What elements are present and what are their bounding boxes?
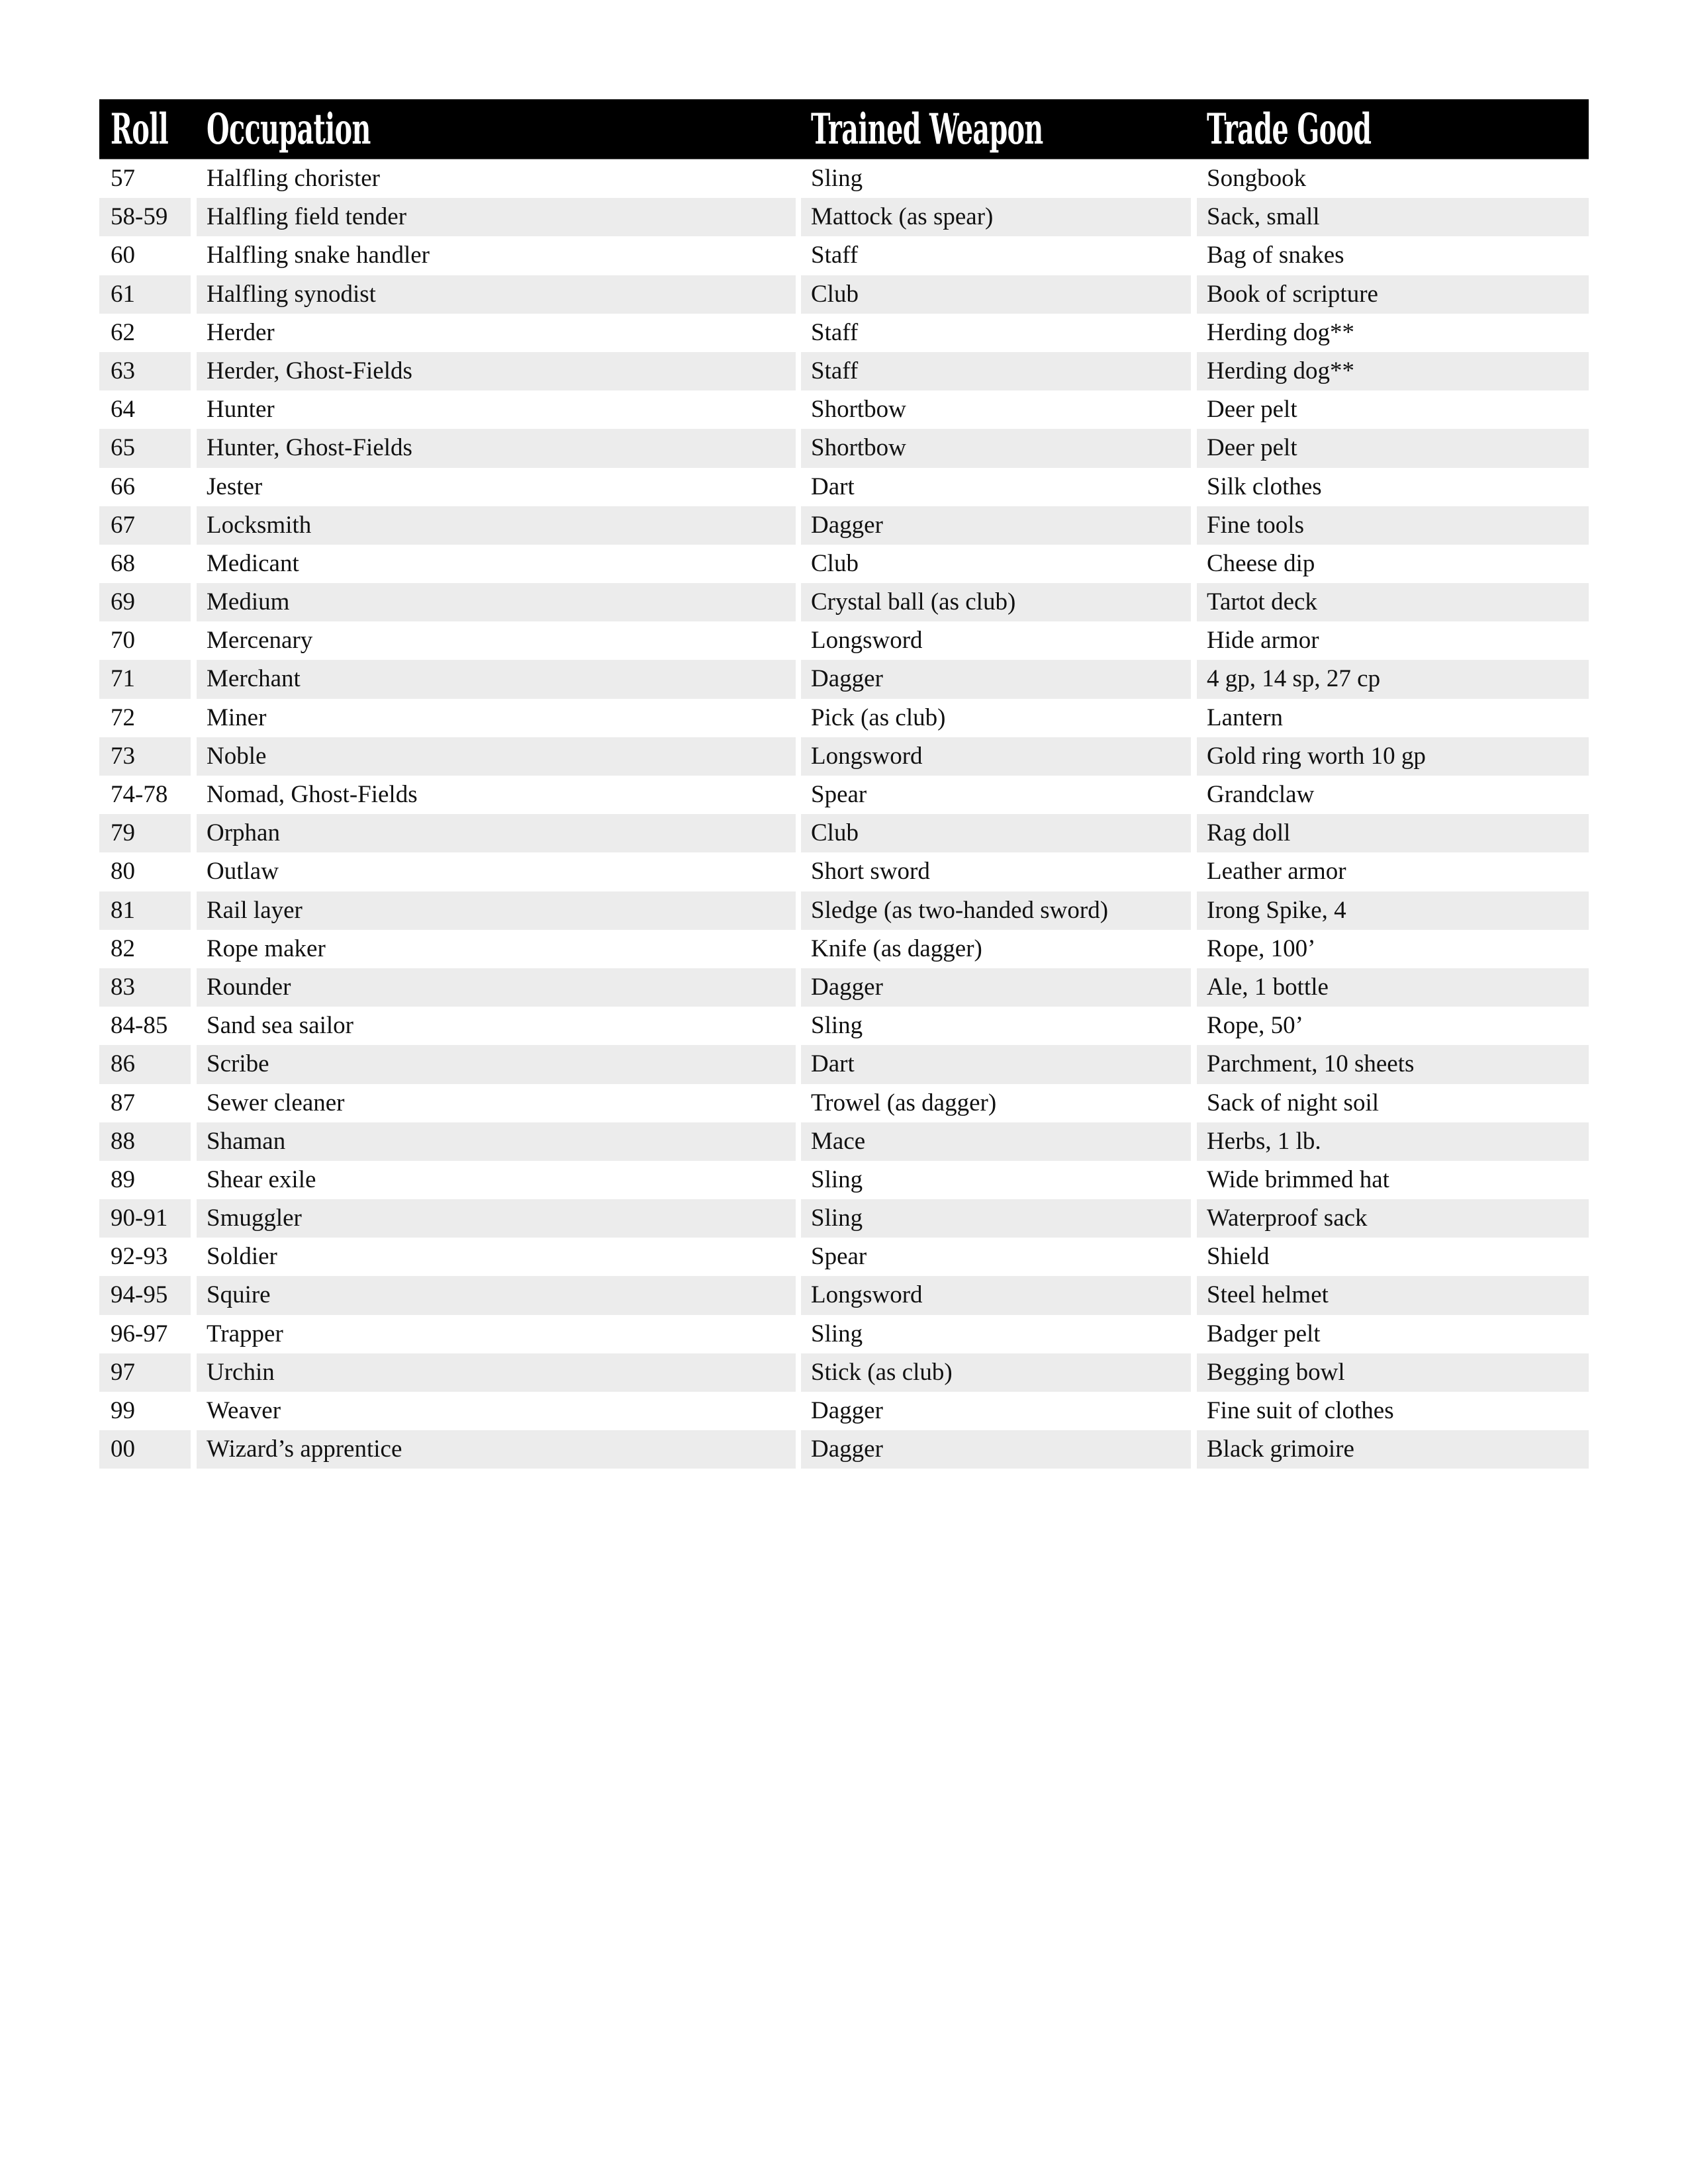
table-row: [99, 1199, 1589, 1238]
header-roll: Roll: [111, 105, 169, 154]
trade-good-cell: Steel helmet: [1197, 1276, 1589, 1314]
weapon-cell: Longsword: [811, 627, 923, 655]
weapon-cell: Trowel (as dagger): [811, 1089, 997, 1116]
table-row: [99, 660, 1589, 698]
weapon-cell: Dagger: [801, 660, 1191, 698]
roll-cell: 90-91: [99, 1199, 191, 1238]
roll-cell: 73: [99, 737, 191, 776]
table-row: [99, 545, 1589, 583]
occupation-cell: Halfling snake handler: [207, 242, 430, 269]
table-body: [99, 159, 1589, 1469]
roll-cell: 57: [111, 165, 135, 192]
occupation-cell: Rounder: [197, 968, 796, 1007]
weapon-cell: Sling: [811, 1320, 863, 1347]
table-row: [99, 1045, 1589, 1083]
occupation-table: [99, 99, 1589, 1469]
table-row: [99, 468, 1589, 506]
weapon-cell: Sling: [811, 1165, 863, 1193]
trade-good-cell: Wide brimmed hat: [1207, 1165, 1389, 1193]
occupation-cell: Scribe: [197, 1045, 796, 1083]
occupation-cell: Halfling chorister: [207, 165, 380, 192]
occupation-cell: Sewer cleaner: [207, 1089, 345, 1116]
roll-cell: 65: [99, 429, 191, 467]
weapon-cell: Staff: [811, 318, 859, 346]
occupation-cell: Orphan: [197, 814, 796, 852]
weapon-cell: Club: [801, 814, 1191, 852]
trade-good-cell: Sack of night soil: [1207, 1089, 1380, 1116]
weapon-cell: Crystal ball (as club): [801, 583, 1191, 621]
table-row: [99, 159, 1589, 198]
occupation-cell: Herder, Ghost-Fields: [197, 352, 796, 390]
occupation-cell: Nomad, Ghost-Fields: [207, 781, 418, 808]
occupation-cell: Medium: [197, 583, 796, 621]
table-header: [99, 99, 1589, 159]
weapon-cell: Sling: [801, 1199, 1191, 1238]
roll-cell: 61: [99, 275, 191, 314]
roll-cell: 66: [111, 473, 135, 500]
weapon-cell: Stick (as club): [801, 1353, 1191, 1392]
weapon-cell: Spear: [811, 1243, 867, 1271]
roll-cell: 81: [99, 891, 191, 930]
table-row: [99, 814, 1589, 852]
trade-good-cell: Cheese dip: [1207, 549, 1315, 577]
weapon-cell: Club: [801, 275, 1191, 314]
table-row: [99, 352, 1589, 390]
roll-cell: 97: [99, 1353, 191, 1392]
table-row: [99, 429, 1589, 467]
roll-cell: 63: [99, 352, 191, 390]
occupation-cell: Trapper: [207, 1320, 283, 1347]
weapon-cell: Dagger: [801, 506, 1191, 545]
trade-good-cell: Silk clothes: [1207, 473, 1322, 500]
weapon-cell: Short sword: [811, 858, 930, 886]
weapon-cell: Knife (as dagger): [811, 934, 982, 962]
trade-good-cell: Hide armor: [1207, 627, 1319, 655]
occupation-cell: Noble: [197, 737, 796, 776]
roll-cell: 80: [111, 858, 135, 886]
roll-cell: 68: [111, 549, 135, 577]
roll-cell: 89: [111, 1165, 135, 1193]
trade-good-cell: Herding dog**: [1197, 352, 1589, 390]
table-row: [99, 621, 1589, 660]
occupation-cell: Locksmith: [197, 506, 796, 545]
trade-good-cell: Badger pelt: [1207, 1320, 1321, 1347]
trade-good-cell: Irong Spike, 4: [1197, 891, 1589, 930]
table-row: [99, 1084, 1589, 1122]
trade-good-cell: Book of scripture: [1197, 275, 1589, 314]
weapon-cell: Staff: [811, 242, 859, 269]
weapon-cell: Dart: [811, 473, 855, 500]
trade-good-cell: Deer pelt: [1197, 429, 1589, 467]
table-row: [99, 1276, 1589, 1314]
header-occupation: Occupation: [207, 105, 371, 154]
occupation-cell: Jester: [207, 473, 263, 500]
table-row: [99, 314, 1589, 352]
trade-good-cell: Leather armor: [1207, 858, 1346, 886]
roll-cell: 96-97: [111, 1320, 168, 1347]
occupation-cell: Wizard’s apprentice: [197, 1430, 796, 1469]
weapon-cell: Sling: [811, 165, 863, 192]
table-row: [99, 506, 1589, 545]
header-trained-weapon: Trained Weapon: [811, 105, 1043, 154]
roll-cell: 64: [111, 396, 135, 424]
weapon-cell: Shortbow: [811, 396, 906, 424]
trade-good-cell: Songbook: [1207, 165, 1307, 192]
trade-good-cell: Deer pelt: [1207, 396, 1297, 424]
table-row: [99, 852, 1589, 891]
table-row: [99, 776, 1589, 814]
trade-good-cell: Rag doll: [1197, 814, 1589, 852]
roll-cell: 86: [99, 1045, 191, 1083]
occupation-cell: Squire: [197, 1276, 796, 1314]
table-row: [99, 737, 1589, 776]
table-row: [99, 1161, 1589, 1199]
trade-good-cell: Rope, 50’: [1207, 1012, 1303, 1040]
trade-good-cell: Rope, 100’: [1207, 934, 1316, 962]
table-row: [99, 275, 1589, 314]
table-row: [99, 390, 1589, 429]
trade-good-cell: Bag of snakes: [1207, 242, 1344, 269]
trade-good-cell: Ale, 1 bottle: [1197, 968, 1589, 1007]
roll-cell: 60: [111, 242, 135, 269]
occupation-cell: Hunter, Ghost-Fields: [197, 429, 796, 467]
roll-cell: 99: [111, 1397, 135, 1424]
weapon-cell: Dart: [801, 1045, 1191, 1083]
roll-cell: 79: [99, 814, 191, 852]
occupation-cell: Halfling field tender: [197, 198, 796, 236]
table-row: [99, 930, 1589, 968]
table-row: [99, 1392, 1589, 1430]
trade-good-cell: 4 gp, 14 sp, 27 cp: [1197, 660, 1589, 698]
trade-good-cell: Begging bowl: [1197, 1353, 1589, 1392]
occupation-cell: Sand sea sailor: [207, 1012, 353, 1040]
weapon-cell: Mattock (as spear): [801, 198, 1191, 236]
occupation-cell: Urchin: [197, 1353, 796, 1392]
trade-good-cell: Black grimoire: [1197, 1430, 1589, 1469]
occupation-cell: Outlaw: [207, 858, 279, 886]
table-row: [99, 891, 1589, 930]
weapon-cell: Staff: [801, 352, 1191, 390]
occupation-cell: Herder: [207, 318, 275, 346]
occupation-cell: Merchant: [197, 660, 796, 698]
weapon-cell: Dagger: [801, 1430, 1191, 1469]
occupation-cell: Rail layer: [197, 891, 796, 930]
roll-cell: 83: [99, 968, 191, 1007]
roll-cell: 71: [99, 660, 191, 698]
trade-good-cell: Gold ring worth 10 gp: [1197, 737, 1589, 776]
roll-cell: 82: [111, 934, 135, 962]
weapon-cell: Shortbow: [801, 429, 1191, 467]
occupation-cell: Halfling synodist: [197, 275, 796, 314]
table-row: [99, 968, 1589, 1007]
occupation-cell: Rope maker: [207, 934, 326, 962]
weapon-cell: Longsword: [801, 1276, 1191, 1314]
trade-good-cell: Waterproof sack: [1197, 1199, 1589, 1238]
roll-cell: 70: [111, 627, 135, 655]
trade-good-cell: Grandclaw: [1207, 781, 1315, 808]
trade-good-cell: Herding dog**: [1207, 318, 1354, 346]
roll-cell: 74-78: [111, 781, 168, 808]
occupation-cell: Weaver: [207, 1397, 281, 1424]
roll-cell: 00: [99, 1430, 191, 1469]
occupation-cell: Miner: [207, 704, 267, 731]
trade-good-cell: Lantern: [1207, 704, 1284, 731]
weapon-cell: Mace: [801, 1122, 1191, 1161]
weapon-cell: Pick (as club): [811, 704, 946, 731]
table-row: [99, 198, 1589, 236]
table-row: [99, 1353, 1589, 1392]
weapon-cell: Sling: [811, 1012, 863, 1040]
weapon-cell: Dagger: [811, 1397, 883, 1424]
header-trade-good: Trade Good: [1207, 105, 1372, 154]
trade-good-cell: Tartot deck: [1197, 583, 1589, 621]
roll-cell: 58-59: [99, 198, 191, 236]
occupation-cell: Mercenary: [207, 627, 313, 655]
trade-good-cell: Sack, small: [1197, 198, 1589, 236]
roll-cell: 88: [99, 1122, 191, 1161]
table-row: [99, 1007, 1589, 1045]
trade-good-cell: Herbs, 1 lb.: [1197, 1122, 1589, 1161]
occupation-cell: Hunter: [207, 396, 275, 424]
trade-good-cell: Shield: [1207, 1243, 1270, 1271]
roll-cell: 94-95: [99, 1276, 191, 1314]
roll-cell: 87: [111, 1089, 135, 1116]
roll-cell: 62: [111, 318, 135, 346]
weapon-cell: Club: [811, 549, 859, 577]
occupation-cell: Smuggler: [197, 1199, 796, 1238]
roll-cell: 69: [99, 583, 191, 621]
trade-good-cell: Fine tools: [1197, 506, 1589, 545]
roll-cell: 67: [99, 506, 191, 545]
trade-good-cell: Fine suit of clothes: [1207, 1397, 1394, 1424]
occupation-cell: Soldier: [207, 1243, 277, 1271]
roll-cell: 92-93: [111, 1243, 168, 1271]
weapon-cell: Sledge (as two-handed sword): [801, 891, 1191, 930]
roll-cell: 84-85: [111, 1012, 168, 1040]
trade-good-cell: Parchment, 10 sheets: [1197, 1045, 1589, 1083]
weapon-cell: Dagger: [801, 968, 1191, 1007]
occupation-cell: Medicant: [207, 549, 299, 577]
table-row: [99, 236, 1589, 275]
occupation-cell: Shear exile: [207, 1165, 316, 1193]
table-row: [99, 583, 1589, 621]
table-row: [99, 1238, 1589, 1276]
weapon-cell: Spear: [811, 781, 867, 808]
table-row: [99, 1122, 1589, 1161]
table-row: [99, 699, 1589, 737]
roll-cell: 72: [111, 704, 135, 731]
occupation-cell: Shaman: [197, 1122, 796, 1161]
table-row: [99, 1315, 1589, 1353]
table-row: [99, 1430, 1589, 1469]
weapon-cell: Longsword: [801, 737, 1191, 776]
